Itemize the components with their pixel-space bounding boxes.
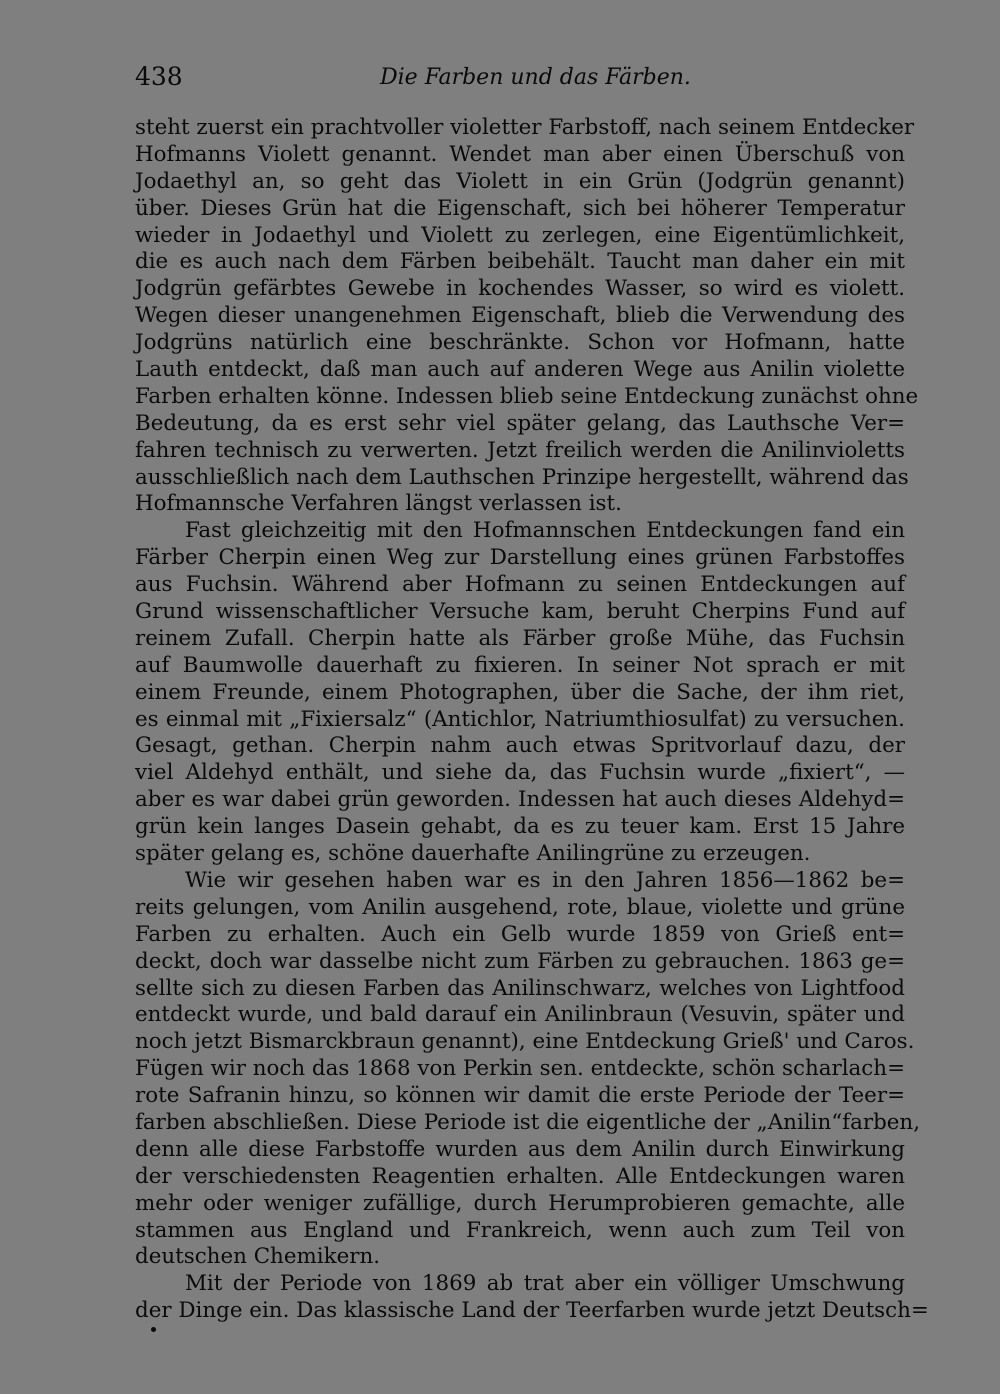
- text-line: entdeckt wurde, und bald darauf ein Anilinbraun (Vesuvin, später und: [135, 1002, 905, 1028]
- print-speck: [151, 1327, 156, 1332]
- text-line: deckt, doch war dasselbe nicht zum Färben zu gebrauchen. 1863 ge=: [135, 948, 905, 974]
- text-line: Wie wir gesehen haben war es in den Jahren 1856—1862 be=: [185, 867, 905, 893]
- text-line: ausschließlich nach dem Lauthschen Prinzipe hergestellt, während das: [135, 464, 909, 490]
- text-line: deutschen Chemikern.: [135, 1244, 381, 1270]
- text-line: später gelang es, schöne dauerhafte Anilingrüne zu erzeugen.: [135, 841, 811, 867]
- text-line: fahren technisch zu verwerten. Jetzt freilich werden die Anilinvioletts: [135, 437, 905, 463]
- text-line: sellte sich zu diesen Farben das Anilinschwarz, welches von Lightfood: [135, 975, 905, 1001]
- text-line: Jodaethyl an, so geht das Violett in ein Grün (Jodgrün genannt): [135, 168, 905, 194]
- text-line: Hofmanns Violett genannt. Wendet man aber einen Überschuß von: [135, 141, 905, 167]
- text-line: Farben erhalten könne. Indessen blieb seine Entdeckung zunächst ohne: [135, 383, 919, 409]
- text-line: es einmal mit „Fixiersalz“ (Antichlor, Natriumthiosulfat) zu versuchen.: [135, 706, 905, 732]
- text-line: Mit der Periode von 1869 ab trat aber ein völliger Umschwung: [185, 1271, 905, 1297]
- text-line: Hofmannsche Verfahren längst verlassen ist.: [135, 491, 622, 517]
- text-line: Gesagt, gethan. Cherpin nahm auch etwas Spritvorlauf dazu, der: [135, 733, 905, 759]
- text-line: denn alle diese Farbstoffe wurden aus dem Anilin durch Einwirkung: [135, 1136, 905, 1162]
- text-line: stammen aus England und Frankreich, wenn auch zum Teil von: [135, 1217, 905, 1243]
- text-line: wieder in Jodaethyl und Violett zu zerlegen, eine Eigentümlichkeit,: [135, 222, 905, 248]
- text-line: aus Fuchsin. Während aber Hofmann zu seinen Entdeckungen auf: [135, 572, 905, 598]
- text-line: der verschiedensten Reagentien erhalten. Alle Entdeckungen waren: [135, 1163, 905, 1189]
- text-line: farben abschließen. Diese Periode ist die eigentliche der „Anilin“farben,: [135, 1109, 921, 1135]
- text-line: Farben zu erhalten. Auch ein Gelb wurde 1859 von Grieß ent=: [135, 921, 905, 947]
- body-text: [135, 115, 929, 1325]
- text-line: Bedeutung, da es erst sehr viel später gelang, das Lauthsche Ver=: [135, 410, 905, 436]
- text-line: die es auch nach dem Färben beibehält. Taucht man daher ein mit: [135, 249, 905, 275]
- text-line: rote Safranin hinzu, so können wir damit die erste Periode der Teer=: [135, 1083, 905, 1109]
- text-line: noch jetzt Bismarckbraun genannt), eine Entdeckung Grieß' und Caros.: [135, 1029, 915, 1055]
- running-title: Die Farben und das Färben.: [380, 65, 691, 90]
- text-line: Grund wissenschaftlicher Versuche kam, beruht Cherpins Fund auf: [135, 599, 905, 625]
- paragraph: [135, 115, 919, 518]
- text-line: reits gelungen, vom Anilin ausgehend, rote, blaue, violette und grüne: [135, 894, 905, 920]
- text-line: Lauth entdeckt, daß man auch auf anderen Wege aus Anilin violette: [135, 357, 905, 383]
- page-number: 438: [135, 62, 183, 91]
- text-line: aber es war dabei grün geworden. Indessen hat auch dieses Aldehyd=: [135, 787, 905, 813]
- text-line: Jodgrün gefärbtes Gewebe in kochendes Wasser, so wird es violett.: [135, 276, 905, 302]
- text-line: auf Baumwolle dauerhaft zu fixieren. In seiner Not sprach er mit: [135, 652, 905, 678]
- text-line: über. Dieses Grün hat die Eigenschaft, sich bei höherer Temperatur: [135, 195, 905, 221]
- text-line: Fügen wir noch das 1868 von Perkin sen. entdeckte, schön scharlach=: [135, 1056, 905, 1082]
- paragraph: [135, 867, 921, 1271]
- text-line: viel Aldehyd enthält, und siehe da, das Fuchsin wurde „fixiert“, —: [135, 760, 905, 786]
- text-line: reinem Zufall. Cherpin hatte als Färber große Mühe, das Fuchsin: [135, 625, 905, 651]
- text-line: einem Freunde, einem Photographen, über die Sache, der ihm riet,: [135, 679, 905, 705]
- text-line: der Dinge ein. Das klassische Land der Teerfarben wurde jetzt Deutsch=: [135, 1298, 929, 1324]
- text-line: grün kein langes Dasein gehabt, da es zu teuer kam. Erst 15 Jahre: [135, 814, 905, 840]
- paragraph: [135, 518, 905, 868]
- paragraph: [135, 1271, 929, 1325]
- text-line: mehr oder weniger zufällige, durch Herumprobieren gemachte, alle: [135, 1190, 905, 1216]
- text-line: Fast gleichzeitig mit den Hofmannschen Entdeckungen fand ein: [185, 518, 905, 544]
- text-line: Wegen dieser unangenehmen Eigenschaft, blieb die Verwendung des: [135, 303, 905, 329]
- text-line: steht zuerst ein prachtvoller violetter Farbstoff, nach seinem Entdecker: [135, 115, 915, 140]
- text-line: Färber Cherpin einen Weg zur Darstellung eines grünen Farbstoffes: [135, 545, 905, 571]
- text-line: Jodgrüns natürlich eine beschränkte. Schon vor Hofmann, hatte: [135, 330, 905, 356]
